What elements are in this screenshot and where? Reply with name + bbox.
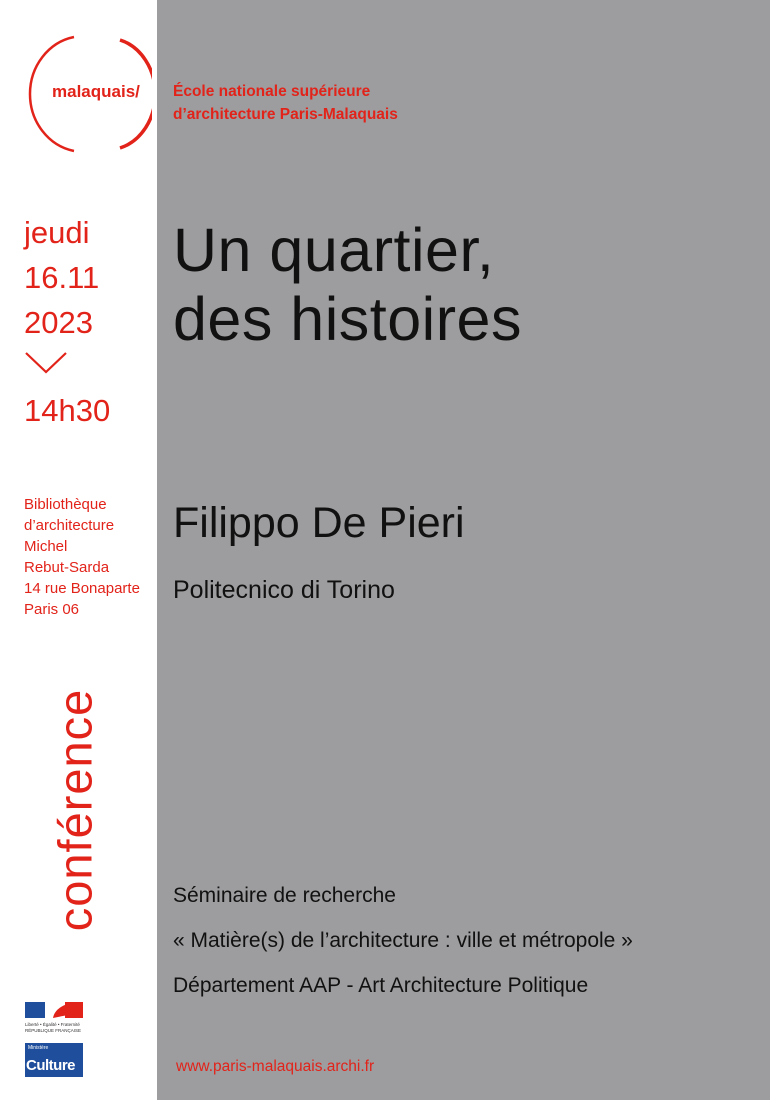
school-name-line1: École nationale supérieure [173, 83, 371, 100]
republique-francaise-label [25, 1022, 81, 1034]
ministere-culture-logo [25, 1043, 83, 1077]
event-date: 16.11 [24, 260, 100, 295]
venue-line: Bibliothèque [24, 496, 107, 513]
republique-name: RÉPUBLIQUE FRANÇAISE [25, 1028, 82, 1033]
event-title [173, 216, 522, 354]
logo-text: malaquais/ [52, 82, 140, 101]
title-line2: des histoires [173, 285, 522, 353]
culture-label: Culture [26, 1057, 75, 1074]
seminar-line1: Séminaire de recherche [173, 884, 396, 907]
venue-line: Paris 06 [24, 601, 80, 618]
seminar-line2: « Matière(s) de l’architecture : ville et métropole » [173, 929, 633, 952]
venue-line: Michel [24, 538, 68, 555]
speaker-name: Filippo De Pieri [173, 499, 465, 547]
venue-address [24, 494, 140, 620]
chevron-down-icon [25, 352, 67, 374]
speaker-affiliation: Politecnico di Torino [173, 576, 395, 604]
category-label: conférence [48, 688, 102, 932]
seminar-line3: Département AAP - Art Architecture Politique [173, 974, 589, 997]
seminar-info [173, 873, 633, 1008]
venue-line: Rebut-Sarda [24, 559, 110, 576]
event-year: 2023 [24, 305, 93, 340]
website-link[interactable]: www.paris-malaquais.archi.fr [176, 1058, 375, 1075]
event-time: 14h30 [24, 393, 111, 428]
republique-motto: Liberté • Égalité • Fraternité [25, 1022, 80, 1027]
malaquais-logo [22, 34, 152, 154]
venue-line: 14 rue Bonaparte [24, 580, 140, 597]
event-day: jeudi [24, 215, 90, 250]
school-name-line2: d’architecture Paris-Malaquais [173, 106, 398, 123]
venue-line: d’architecture [24, 517, 115, 534]
ministere-label: Ministère [28, 1045, 49, 1051]
title-line1: Un quartier, [173, 216, 495, 284]
school-name [173, 80, 398, 126]
